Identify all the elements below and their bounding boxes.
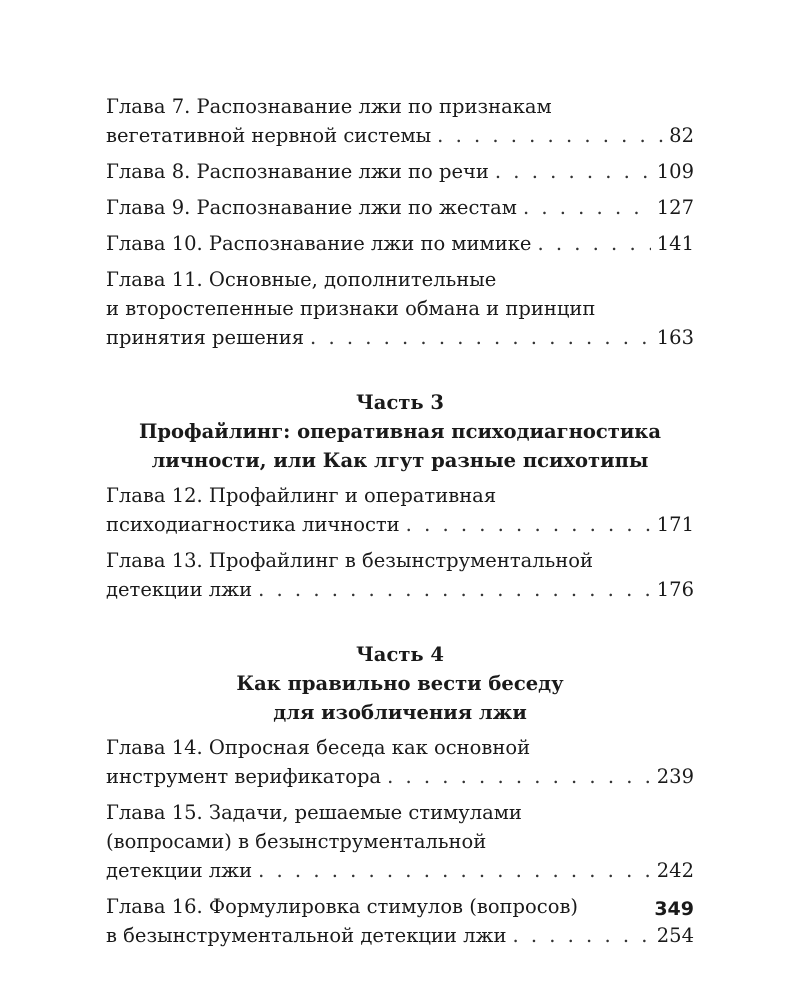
toc-entry-last-line bbox=[106, 575, 694, 604]
toc-page-number: 171 bbox=[656, 513, 694, 536]
toc-entry-last-line bbox=[106, 229, 694, 258]
toc-entry-chapter-9[interactable] bbox=[106, 193, 694, 222]
toc-entry-chapter-13[interactable] bbox=[106, 546, 694, 604]
part-label: Часть 3 bbox=[356, 391, 444, 414]
toc-entry-text: принятия решения bbox=[106, 326, 305, 349]
toc-group-b bbox=[106, 481, 694, 604]
table-of-contents bbox=[106, 92, 694, 957]
part-label: Часть 4 bbox=[356, 643, 444, 666]
toc-page-number: 127 bbox=[656, 196, 694, 219]
toc-page-number: 254 bbox=[656, 924, 694, 947]
toc-entry-last-line bbox=[106, 921, 694, 950]
toc-entry-line: Глава 11. Основные, дополнительные bbox=[106, 268, 497, 291]
toc-page-number: 163 bbox=[656, 326, 694, 349]
toc-entry-text: вегетативной нервной системы bbox=[106, 124, 432, 147]
toc-entry-last-line bbox=[106, 323, 694, 352]
toc-entry-line: Глава 15. Задачи, решаемые стимулами bbox=[106, 801, 522, 824]
toc-entry-line: Глава 7. Распознавание лжи по признакам bbox=[106, 95, 552, 118]
toc-group-c bbox=[106, 733, 694, 950]
toc-entry-text: Глава 9. Распознавание лжи по жестам bbox=[106, 196, 517, 219]
toc-entry-text: детекции лжи bbox=[106, 859, 253, 882]
toc-entry-chapter-10[interactable] bbox=[106, 229, 694, 258]
dot-leader bbox=[537, 229, 650, 258]
dot-leader bbox=[310, 323, 651, 352]
toc-entry-chapter-7[interactable] bbox=[106, 92, 694, 150]
toc-entry-text: Глава 8. Распознавание лжи по речи bbox=[106, 160, 489, 183]
dot-leader bbox=[258, 856, 651, 885]
dot-leader bbox=[437, 121, 663, 150]
toc-entry-last-line bbox=[106, 193, 694, 222]
toc-entry-last-line bbox=[106, 157, 694, 186]
toc-entry-chapter-15[interactable] bbox=[106, 798, 694, 885]
dot-leader bbox=[512, 921, 650, 950]
toc-entry-line: Глава 14. Опросная беседа как основной bbox=[106, 736, 531, 759]
toc-page-number: 109 bbox=[656, 160, 694, 183]
toc-entry-line: Глава 12. Профайлинг и оперативная bbox=[106, 484, 497, 507]
page-folio-number: 349 bbox=[654, 898, 694, 920]
dot-leader bbox=[258, 575, 651, 604]
toc-entry-line: и второстепенные признаки обмана и принцип bbox=[106, 297, 596, 320]
dot-leader bbox=[387, 762, 651, 791]
toc-entry-line: (вопросами) в безынструментальной bbox=[106, 830, 487, 853]
toc-page-number: 242 bbox=[656, 859, 694, 882]
toc-page-number: 176 bbox=[656, 578, 694, 601]
toc-entry-text: Глава 10. Распознавание лжи по мимике bbox=[106, 232, 532, 255]
toc-entry-last-line bbox=[106, 762, 694, 791]
part-title-line: Как правильно вести беседу bbox=[236, 672, 564, 695]
toc-entry-chapter-8[interactable] bbox=[106, 157, 694, 186]
toc-entry-line: Глава 16. Формулировка стимулов (вопросов) bbox=[106, 895, 579, 918]
dot-leader bbox=[495, 157, 651, 186]
toc-entry-chapter-12[interactable] bbox=[106, 481, 694, 539]
toc-entry-text: в безынструментальной детекции лжи bbox=[106, 924, 507, 947]
dot-leader bbox=[406, 510, 651, 539]
part-3-heading[interactable] bbox=[106, 388, 694, 475]
toc-page-number: 141 bbox=[656, 232, 694, 255]
part-title-line: Профайлинг: оперативная психодиагностика bbox=[138, 420, 661, 443]
toc-entry-chapter-16[interactable] bbox=[106, 892, 694, 950]
toc-entry-text: психодиагностика личности bbox=[106, 513, 400, 536]
toc-entry-last-line bbox=[106, 121, 694, 150]
dot-leader bbox=[523, 193, 651, 222]
toc-entry-chapter-14[interactable] bbox=[106, 733, 694, 791]
part-4-heading[interactable] bbox=[106, 640, 694, 727]
toc-entry-last-line bbox=[106, 510, 694, 539]
toc-entry-last-line bbox=[106, 856, 694, 885]
toc-entry-text: детекции лжи bbox=[106, 578, 253, 601]
toc-entry-line: Глава 13. Профайлинг в безынструментальной bbox=[106, 549, 593, 572]
toc-page-number: 239 bbox=[656, 765, 694, 788]
toc-entry-chapter-11[interactable] bbox=[106, 265, 694, 352]
toc-entry-text: инструмент верификатора bbox=[106, 765, 382, 788]
part-title-line: для изобличения лжи bbox=[273, 701, 527, 724]
part-title-line: личности, или Как лгут разные психотипы bbox=[151, 449, 649, 472]
toc-group-a bbox=[106, 92, 694, 352]
toc-page-number: 82 bbox=[669, 124, 694, 147]
